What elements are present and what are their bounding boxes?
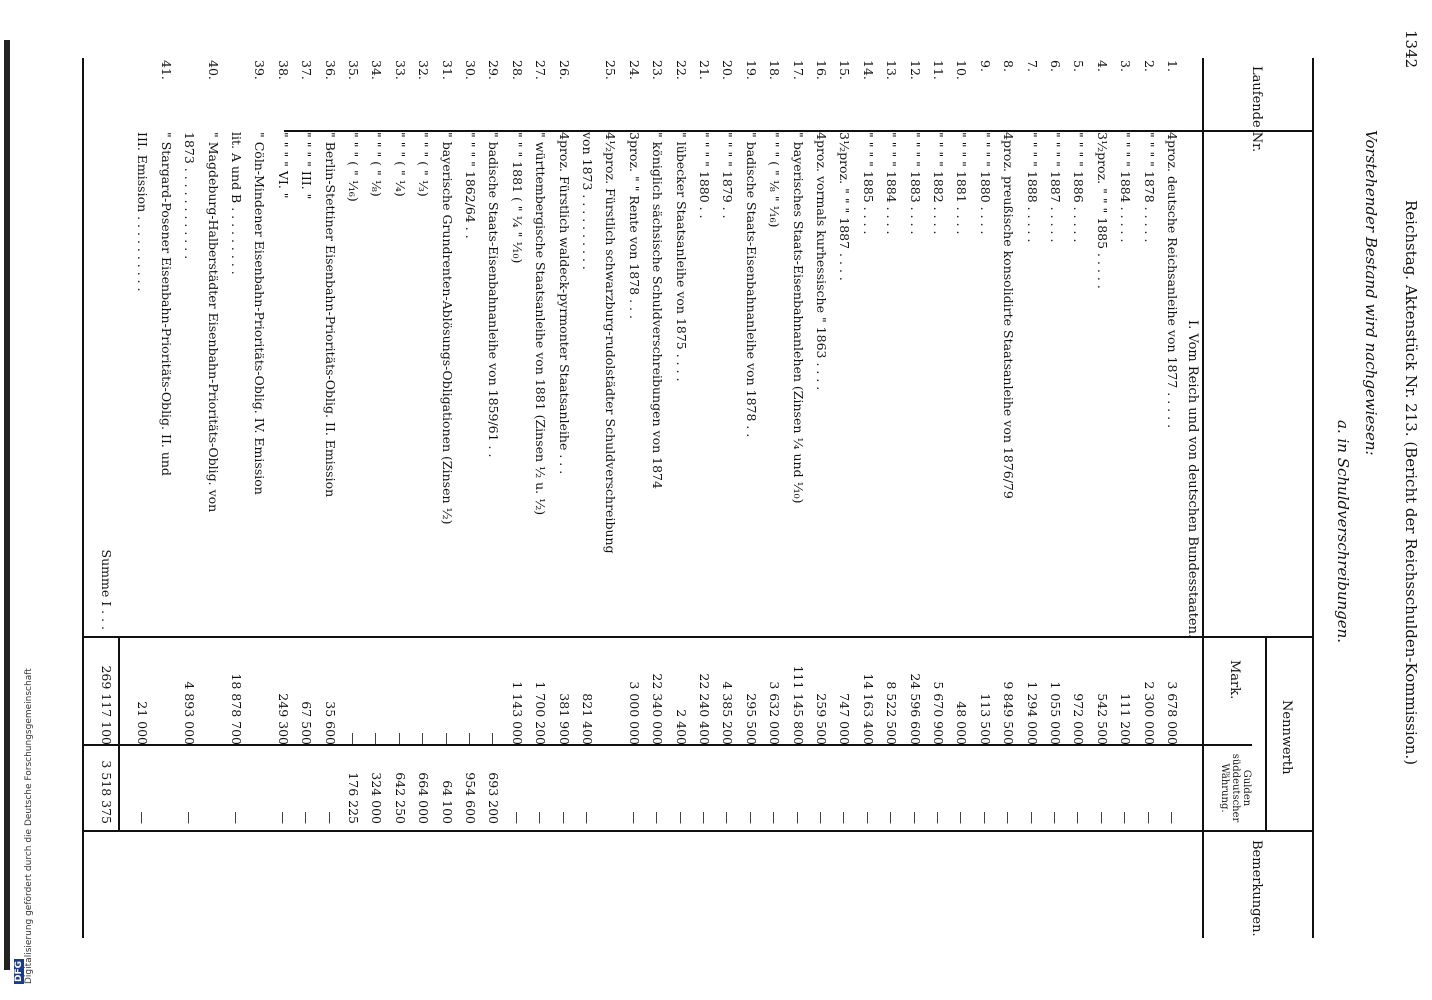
row-mark-value: 1 700 200 xyxy=(533,681,549,745)
table-row xyxy=(977,0,993,1000)
table-row xyxy=(485,0,501,1000)
table-row xyxy=(813,0,829,1000)
row-mark-value: 4 385 200 xyxy=(720,681,736,745)
row-description: 4proz. deutsche Reichsanleihe von 1877 . . . . . xyxy=(1165,132,1180,429)
table-row xyxy=(532,0,548,1000)
row-description: " " " " VI. " xyxy=(275,132,291,199)
row-mark-value: 3 000 000 xyxy=(626,681,642,745)
row-mark-value: 22 240 400 xyxy=(697,673,712,745)
table-row xyxy=(556,0,572,1000)
row-number: 29. xyxy=(486,60,502,80)
row-gulden-value: — xyxy=(533,811,549,824)
row-number: 31. xyxy=(439,60,455,80)
row-number: 28. xyxy=(509,60,525,80)
col-head-gulden: Gulden süddeutscher Währung. xyxy=(1219,753,1252,823)
row-gulden-value: — xyxy=(626,811,642,824)
row-mark-value: 3 632 000 xyxy=(767,681,783,745)
row-description: " " " " 1862/64 . . xyxy=(463,132,478,239)
intro-text: Vorstehender Bestand wird nachgewiesen: xyxy=(1362,130,1380,456)
page-header: Reichstag. Aktenstück Nr. 213. (Bericht der Reichsschulden-Kommission.) xyxy=(1402,200,1420,766)
dfg-logo: DFG xyxy=(14,960,24,982)
row-description: " " " ( " ⅓) xyxy=(416,132,432,197)
col-head-mark: Mark. xyxy=(1227,660,1242,700)
row-mark-value: — xyxy=(392,732,408,745)
table-row xyxy=(275,0,291,1000)
row-description: " " " ( " ⅟₁₆) xyxy=(346,132,361,202)
row-mark-value: 259 500 xyxy=(814,693,829,745)
row-gulden-value: — xyxy=(1001,811,1017,824)
row-number: 21. xyxy=(697,60,712,80)
row-description: " " " 1881 ( " ¼ " ⅟₁₀) xyxy=(509,132,525,264)
table-row xyxy=(696,0,712,1000)
row-mark-value: — xyxy=(486,732,502,745)
table-row xyxy=(322,0,338,1000)
row-mark-value: 972 000 xyxy=(1071,693,1087,745)
row-description: " " " " 1883 . . . . xyxy=(907,132,923,235)
row-mark-value: 1 055 000 xyxy=(1048,681,1063,745)
row-mark-value: 67 500 xyxy=(299,701,315,745)
table-row xyxy=(345,0,361,1000)
row-number: 7. xyxy=(1024,60,1040,72)
row-number: 17. xyxy=(790,60,806,80)
table-row xyxy=(1094,0,1110,1000)
row-gulden-value: — xyxy=(229,811,244,824)
page-edge-shadow xyxy=(4,40,10,970)
row-description: 3proz. " " Rente von 1878 . . . xyxy=(626,132,642,319)
row-number: 37. xyxy=(299,60,315,80)
table-row xyxy=(415,0,431,1000)
header-bottom-rule xyxy=(1202,58,1204,938)
table-row xyxy=(134,0,150,1000)
row-description: " " " " 1881 . . . . xyxy=(954,132,970,235)
table-row xyxy=(158,0,174,1000)
row-gulden-value: — xyxy=(767,811,783,824)
row-gulden-value: — xyxy=(556,811,572,824)
row-gulden-value: — xyxy=(907,811,923,824)
row-description: III. Emission . . . . . . . . . . xyxy=(135,132,151,292)
table-row xyxy=(860,0,876,1000)
row-number: 12. xyxy=(907,60,923,80)
row-gulden-value: — xyxy=(182,811,198,824)
row-gulden-value: — xyxy=(650,811,666,824)
row-number: 2. xyxy=(1141,60,1157,72)
row-gulden-value: — xyxy=(720,811,736,824)
row-number: 14. xyxy=(860,60,876,80)
row-mark-value: 747 000 xyxy=(837,693,853,745)
row-mark-value: 22 340 000 xyxy=(650,673,666,745)
row-mark-value: 542 500 xyxy=(1094,693,1110,745)
table-row xyxy=(836,0,852,1000)
row-mark-value: — xyxy=(416,732,432,745)
row-description: " württembergische Staatsanleihe von 1881 (Zinsen ½ u. ½) xyxy=(533,132,549,516)
row-description: " lübecker Staatsanleihe von 1875 . . . . xyxy=(673,132,689,382)
table-row xyxy=(1070,0,1086,1000)
row-description: " " " " 1882 . . . . xyxy=(931,132,946,235)
row-gulden-value: — xyxy=(1071,811,1087,824)
row-description: " bayerische Grundrenten-Ablösungs-Obligationen (Zinsen ½) xyxy=(439,132,455,525)
row-description: " königlich sächsische Schuldverschreibungen von 1874 xyxy=(650,132,666,489)
digitization-credit xyxy=(14,584,34,984)
table-row xyxy=(509,0,525,1000)
row-mark-value: 9 849 500 xyxy=(1001,681,1017,745)
row-number: 8. xyxy=(1001,60,1017,72)
row-gulden-value: — xyxy=(837,811,853,824)
row-description: " badische Staats-Eisenbahnanleihe von 1878 . . xyxy=(743,132,759,438)
row-gulden-value: — xyxy=(814,811,829,824)
row-description: " Berlin-Stettiner Eisenbahn-Prioritäts-Oblig. II. Emission xyxy=(322,132,338,498)
row-gulden-value: — xyxy=(977,811,993,824)
row-number: 23. xyxy=(650,60,666,80)
row-gulden-value: 954 600 xyxy=(463,772,478,824)
table-row xyxy=(649,0,665,1000)
page-number: 1342 xyxy=(1402,30,1420,69)
row-number: 26. xyxy=(556,60,572,80)
row-description: von 1873 . . . . . . . . . . xyxy=(580,132,595,270)
row-description: " " " " 1880 . . . . xyxy=(977,132,993,235)
row-mark-value: 113 500 xyxy=(977,693,993,745)
row-description: lit. A und B . . . . . . . . . xyxy=(229,132,244,275)
table-row xyxy=(1117,0,1133,1000)
row-number: 38. xyxy=(275,60,291,80)
row-gulden-value: 693 200 xyxy=(486,772,502,824)
row-number: 33. xyxy=(392,60,408,80)
row-number: 24. xyxy=(626,60,642,80)
sum-mark: 269 117 100 xyxy=(99,665,114,745)
row-description: 4proz. preußische konsolidirte Staatsanleihe von 1876/79 xyxy=(1001,132,1017,499)
row-gulden-value: — xyxy=(299,811,315,824)
row-description: " bayerisches Staats-Eisenbahnanlehen (Zinsen ¼ und ⅟₁₀) xyxy=(790,132,806,504)
row-gulden-value: 642 250 xyxy=(392,772,408,824)
row-description: " " " ( " ⅛) xyxy=(369,132,385,197)
row-gulden-value: — xyxy=(322,811,338,824)
row-number: 16. xyxy=(814,60,829,80)
row-gulden-value: — xyxy=(931,811,946,824)
row-gulden-value: 664 000 xyxy=(416,772,432,824)
table-row xyxy=(228,0,244,1000)
sum-gulden: 3 518 375 xyxy=(99,760,114,824)
row-number: 27. xyxy=(533,60,549,80)
row-description: " " " " 1878 . . . . . xyxy=(1141,132,1157,243)
row-mark-value: 14 163 400 xyxy=(860,673,876,745)
table-row xyxy=(1164,0,1180,1000)
table-row xyxy=(462,0,478,1000)
row-number: 41. xyxy=(158,60,174,80)
row-mark-value: 821 400 xyxy=(580,693,595,745)
row-description: " " " " 1888 . . . . . xyxy=(1024,132,1040,243)
row-number: 30. xyxy=(463,60,478,80)
table-row xyxy=(743,0,759,1000)
row-description: " Magdeburg-Halberstädter Eisenbahn-Prioritäts-Oblig. von xyxy=(205,132,221,513)
row-description: " Cöln-Mindener Eisenbahn-Prioritäts-Oblig. IV. Emission xyxy=(252,132,268,495)
table-row xyxy=(392,0,408,1000)
col-head-bemerk: Bemerkungen. xyxy=(1249,840,1264,937)
group-heading: I. Vom Reich und von deutschen Bundesstaaten. xyxy=(1185,320,1200,639)
row-gulden-value: — xyxy=(509,811,525,824)
row-gulden-value: — xyxy=(673,811,689,824)
row-number: 22. xyxy=(673,60,689,80)
row-number: 10. xyxy=(954,60,970,80)
row-mark-value: 249 300 xyxy=(275,693,291,745)
row-description: " " " " III. " xyxy=(299,132,315,200)
row-description: 4proz. vormals kurhessische " 1863 . . . . xyxy=(814,132,829,391)
row-number: 15. xyxy=(837,60,853,80)
row-number: 13. xyxy=(884,60,900,80)
row-number: 20. xyxy=(720,60,736,80)
row-gulden-value: — xyxy=(954,811,970,824)
row-number: 1. xyxy=(1165,60,1180,72)
table-row xyxy=(205,0,221,1000)
row-description: " " " " 1886 . . . . . xyxy=(1071,132,1087,243)
row-mark-value: 3 678 000 xyxy=(1165,681,1180,745)
row-number: 4. xyxy=(1094,60,1110,72)
sum-rule xyxy=(118,636,120,830)
row-description: 1873 . . . . . . . . . . . . xyxy=(182,132,198,260)
table-row xyxy=(883,0,899,1000)
row-number: 3. xyxy=(1118,60,1134,72)
row-gulden-value: — xyxy=(135,811,151,824)
row-mark-value: 2 400 xyxy=(673,709,689,745)
row-number: 11. xyxy=(931,60,946,80)
table-row xyxy=(673,0,689,1000)
row-gulden-value: 324 000 xyxy=(369,772,385,824)
table-row xyxy=(626,0,642,1000)
row-mark-value: 295 500 xyxy=(743,693,759,745)
table-row xyxy=(1047,0,1063,1000)
row-number: 9. xyxy=(977,60,993,72)
table-row xyxy=(602,0,618,1000)
row-mark-value: 21 000 xyxy=(135,701,151,745)
table-row xyxy=(1000,0,1016,1000)
table-row xyxy=(790,0,806,1000)
row-gulden-value: — xyxy=(1048,811,1063,824)
row-gulden-value: 176 225 xyxy=(346,772,361,824)
table-row xyxy=(907,0,923,1000)
table-row xyxy=(181,0,197,1000)
row-number: 35. xyxy=(346,60,361,80)
col-head-lfd: Laufende Nr. xyxy=(1249,66,1264,153)
table-row xyxy=(439,0,455,1000)
row-number: 36. xyxy=(322,60,338,80)
table-row xyxy=(298,0,314,1000)
row-mark-value: — xyxy=(439,732,455,745)
row-mark-value: 18 878 700 xyxy=(229,673,244,745)
row-description: " " " " 1885 . . . . xyxy=(860,132,876,235)
row-mark-value: 48 000 xyxy=(954,701,970,745)
row-description: 3½proz. " " " 1887 . . . . xyxy=(837,132,853,281)
footer-text: Digitalisierung gefördert durch die Deutsche Forschungsgemeinschaft xyxy=(24,668,34,984)
table-row xyxy=(1141,0,1157,1000)
row-gulden-value: 64 100 xyxy=(439,780,455,824)
row-number: 5. xyxy=(1071,60,1087,72)
section-heading: a. in Schuldverschreibungen. xyxy=(1334,420,1352,644)
row-gulden-value: — xyxy=(1165,811,1180,824)
row-mark-value: — xyxy=(369,732,385,745)
table-row xyxy=(1024,0,1040,1000)
row-mark-value: 381 900 xyxy=(556,693,572,745)
row-mark-value: — xyxy=(463,732,478,745)
row-gulden-value: — xyxy=(1118,811,1134,824)
row-mark-value: 2 300 000 xyxy=(1141,681,1157,745)
row-mark-value: 24 596 600 xyxy=(907,673,923,745)
row-description: " " " " 1887 . . . . . xyxy=(1048,132,1063,243)
row-number: 34. xyxy=(369,60,385,80)
header-sub-rule xyxy=(1265,636,1267,830)
row-gulden-value: — xyxy=(1024,811,1040,824)
row-gulden-value: — xyxy=(580,811,595,824)
row-gulden-value: — xyxy=(275,811,291,824)
row-description: 4proz. Fürstlich waldeck-pyrmonter Staatsanleihe . . . xyxy=(556,132,572,475)
row-description: " " " " 1880 . . xyxy=(697,132,712,219)
row-number: 40. xyxy=(205,60,221,80)
table-bottom-rule xyxy=(82,58,84,938)
row-description: " " " " 1884 . . . . xyxy=(884,132,900,235)
row-description: 4½proz. Fürstlich schwarzburg-rudolstädter Schuldverschreibung xyxy=(603,132,619,554)
row-description: " " " ( " ⅛ " ⅟₁₆) xyxy=(767,132,783,228)
row-gulden-value: — xyxy=(790,811,806,824)
row-mark-value: 1 294 000 xyxy=(1024,681,1040,745)
table-row xyxy=(930,0,946,1000)
row-mark-value: — xyxy=(346,732,361,745)
row-gulden-value: — xyxy=(1094,811,1110,824)
row-mark-value: 1 143 000 xyxy=(509,681,525,745)
row-mark-value: 111 200 xyxy=(1118,693,1134,745)
col-head-nennwerth: Nennwerth xyxy=(1279,700,1294,775)
row-gulden-value: — xyxy=(697,811,712,824)
row-number: 25. xyxy=(603,60,619,80)
row-mark-value: 35 600 xyxy=(322,701,338,745)
row-gulden-value: — xyxy=(860,811,876,824)
row-description: " " " ( " ¼) xyxy=(392,132,408,197)
row-number: 39. xyxy=(252,60,268,80)
row-description: " " " " 1879 . . xyxy=(720,132,736,219)
table-row xyxy=(579,0,595,1000)
row-gulden-value: — xyxy=(1141,811,1157,824)
row-number: 19. xyxy=(743,60,759,80)
row-gulden-value: — xyxy=(884,811,900,824)
table-row xyxy=(719,0,735,1000)
row-number: 18. xyxy=(767,60,783,80)
row-number: 6. xyxy=(1048,60,1063,72)
table-top-rule xyxy=(1312,58,1314,938)
sum-row xyxy=(98,0,114,1000)
table-row xyxy=(251,0,267,1000)
table-row xyxy=(368,0,384,1000)
row-description: 3½proz. " " " 1885 . . . . . xyxy=(1094,132,1110,289)
row-description: " Stargard-Posener Eisenbahn-Prioritäts-Oblig. II. und xyxy=(158,132,174,476)
row-mark-value: 5 670 900 xyxy=(931,681,946,745)
row-mark-value: 4 893 000 xyxy=(182,681,198,745)
row-description: " badische Staats-Eisenbahnanleihe von 1859/61 . . xyxy=(486,132,502,458)
table-row xyxy=(953,0,969,1000)
row-gulden-value: — xyxy=(743,811,759,824)
table-row xyxy=(766,0,782,1000)
row-mark-value: 111 145 800 xyxy=(790,665,806,745)
row-number: 32. xyxy=(416,60,432,80)
row-description: " " " " 1884 . . . . . xyxy=(1118,132,1134,243)
row-mark-value: 8 522 500 xyxy=(884,681,900,745)
sum-label: Summe I . . . xyxy=(99,549,114,630)
